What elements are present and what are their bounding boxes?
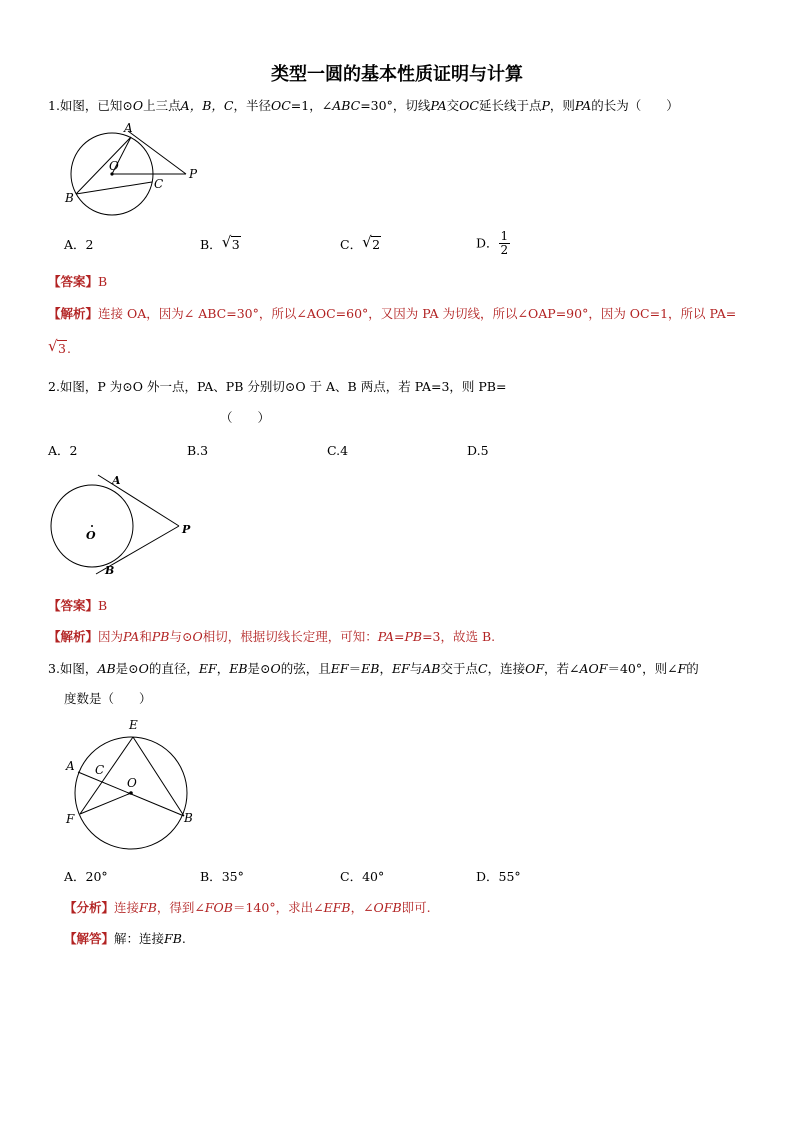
q3-center-dot xyxy=(129,791,133,795)
q1-label-c: C xyxy=(154,177,164,191)
fraction: $\frac{1}{2}$ xyxy=(500,229,509,257)
q2-analysis: 【解析】因为PA和PB与⊙O相切，根据切线长定理，可知：PA=PB=3，故选 B. xyxy=(48,629,496,644)
q3-stem-cont: 度数是（ ） xyxy=(64,691,152,706)
q1-option-a: A．2 xyxy=(64,237,94,252)
q1-answer: 【答案】B xyxy=(48,274,108,289)
q2-option-c: C.4 xyxy=(327,443,349,458)
q3-chord-ef xyxy=(80,737,133,814)
q2-tangent-pa xyxy=(98,475,179,526)
q2-option-b: B.3 xyxy=(187,443,209,458)
q3-option-c: C．40° xyxy=(340,869,385,884)
q2-label-p: P xyxy=(182,523,191,536)
q1-label-o: O xyxy=(109,159,119,173)
q2-label-a: A xyxy=(112,474,121,487)
q3-option-d: D．55° xyxy=(476,869,521,884)
q1-analysis: 【解析】连接 OA，因为∠ ABC=30°，所以∠AOC=60°，又因为 PA 为切线，所以∠OAP=90°，因为 OC=1，所以 PA= xyxy=(48,306,737,321)
q2-answer: 【答案】B xyxy=(48,598,108,613)
q3-option-b: B．35° xyxy=(200,869,244,884)
q3-label-o: O xyxy=(127,776,137,790)
q2-center-dot xyxy=(91,525,93,527)
q1-option-c: C． √ 2 xyxy=(340,233,381,252)
q1-label-p: P xyxy=(189,167,198,181)
q3-figure xyxy=(60,712,210,852)
q2-option-a: A．2 xyxy=(48,443,78,458)
q3-jieda: 【解答】解：连接FB. xyxy=(64,931,186,946)
q3-label-f: F xyxy=(66,812,75,826)
q3-stem: 3.如图，AB是⊙O的直径，EF，EB是⊙O的弦，且EF＝EB，EF与AB交于点C，连接OF，若∠AOF＝40°，则∠F的 xyxy=(48,661,699,676)
q2-label-b: B xyxy=(105,564,115,577)
q3-label-b: B xyxy=(184,811,193,825)
q2-stem: 2.如图，P 为⊙O 外一点，PA、PB 分别切⊙O 于 A、B 两点，若 PA=3，则 PB= xyxy=(48,379,507,394)
q1-option-b: B． √ 3 xyxy=(200,233,240,252)
sqrt-sign: √ 3 xyxy=(221,233,240,252)
q3-chord-eb xyxy=(133,737,184,816)
q2-option-d: D.5 xyxy=(467,443,489,458)
q3-label-a: A xyxy=(66,759,75,773)
q1-segment-ba xyxy=(76,137,131,194)
page-title: 类型一圆的基本性质证明与计算 xyxy=(271,64,523,85)
sqrt-sign: √ 2 xyxy=(362,233,381,252)
q3-label-e: E xyxy=(129,718,138,732)
q3-label-c: C xyxy=(95,763,105,777)
q3-fenxi: 【分析】连接FB，得到∠FOB＝140°，求出∠EFB，∠OFB即可. xyxy=(64,900,431,915)
q2-label-o: O xyxy=(86,529,96,542)
q2-figure xyxy=(45,470,205,582)
q1-option-d: D． $\frac{1}{2}$ xyxy=(476,229,509,257)
q1-stem: 1.如图，已知⊙O上三点A，B，C，半径OC=1，∠ABC=30°，切线PA交OC延长线于点P，则PA的长为（ ） xyxy=(48,98,679,113)
q1-label-b: B xyxy=(65,191,74,205)
q1-segment-bc xyxy=(76,182,152,194)
q1-label-a: A xyxy=(124,121,133,135)
q1-figure xyxy=(60,118,210,218)
q1-tangent-pa xyxy=(128,131,186,174)
sqrt-sign: √ 3 xyxy=(48,337,66,356)
q2-paren: （ ） xyxy=(220,410,271,425)
q3-option-a: A．20° xyxy=(64,869,108,884)
q1-analysis-cont: √ 3. xyxy=(48,337,71,356)
